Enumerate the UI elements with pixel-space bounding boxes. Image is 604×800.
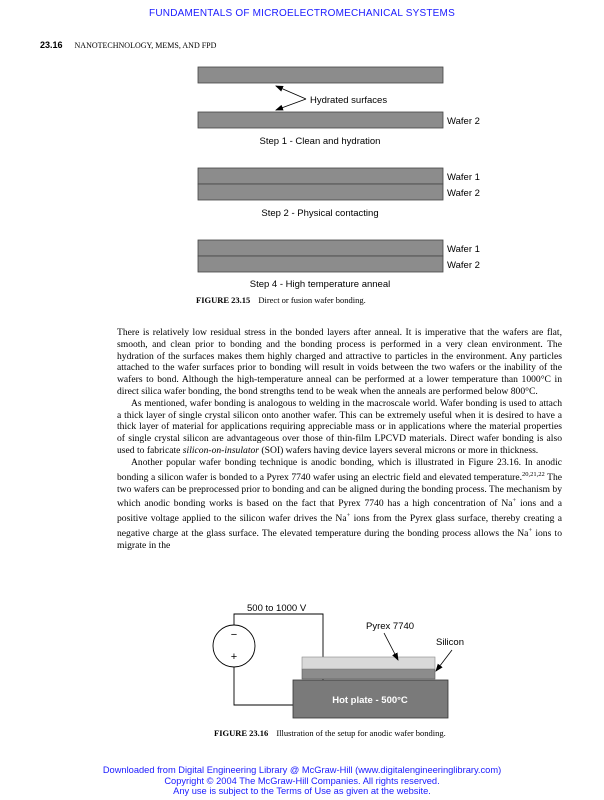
figure-23-15-text: Direct or fusion wafer bonding. [258,295,366,305]
na-ion-sup-1: + [512,497,517,505]
step2-caption: Step 2 - Physical contacting [261,208,379,219]
pyrex-label: Pyrex 7740 [366,621,415,632]
source-minus: − [230,629,238,641]
step1-bottom-wafer [198,112,443,128]
paragraph-3-text-a: Another popular wafer bonding technique is anodic bonding, which is illustrated in Figure 23.16. In anodic bonding a silicon wafer is bonded to a Pyrex 7740 wafer using an electric field and elevated temperature. [117,456,562,483]
paragraph-3-text-b: The two wafers can be preprocessed prior to bonding and can be aligned during the bonding process. The mechanism by which anodic bonding works is based on the fact that Pyrex 7740 has a high concentration of Na [117,471,563,510]
hot-plate-label: Hot plate - 500°C [332,695,408,706]
figure-23-16-caption [214,728,446,738]
figure-23-15-caption [196,295,366,305]
step2-wafer1-label: Wafer 1 [447,172,480,183]
footer-download-link[interactable]: Downloaded from Digital Engineering Library @ McGraw-Hill (www.digitalengineeringlibrary.com) [102,765,502,775]
circuit-wire-lower [234,667,293,705]
paragraph-3-refs: 20,21,22 [522,470,545,478]
step1-wafer2-label: Wafer 2 [447,116,480,127]
body-text [117,327,562,552]
na-ion-sup-3: + [528,527,533,535]
step4-top-wafer [198,240,443,256]
step2-wafer2-label: Wafer 2 [447,188,480,199]
step2-top-wafer [198,168,443,184]
paragraph-3-text-e: ions to migrate in the [117,528,562,552]
step1-top-wafer [198,67,443,83]
paragraph-1: There is relatively low residual stress in the bonded layers after anneal. It is imperative that the wafers are flat, smooth, and clean prior to bonding and the bonding process is performed in a very clean environment. The hydration of the surfaces makes them highly charged and attractive to particles in the environment. Any particles attached to the wafer surfaces prior to bonding will result in voids between the two wafers or the inability of the wafers to bond. Although the high-temperature anneal can be performed at a lower temperature than 1000°C in direct silica wafer bonding, the bond strengths tend to be weak when the anneals are performed below 800°C. [117,327,562,397]
silicon-pointer [436,650,452,671]
step4-wafer1-label: Wafer 1 [447,244,480,255]
chapter-title: NANOTECHNOLOGY, MEMS, AND FPD [74,41,217,50]
paragraph-3-text-d: ions from the Pyrex glass surface, thereby creating a negative charge at the glass surface. The elevated temperature during the bonding process allows the Na [117,513,562,540]
page-number: 23.16 [40,40,63,50]
figure-23-16-number: FIGURE 23.16 [214,728,269,738]
pyrex-pointer [384,633,398,660]
hydrated-surfaces-label: Hydrated surfaces [310,95,388,106]
figure-23-16-text: Illustration of the setup for anodic wafer bonding. [276,728,446,738]
hydrated-arrow-up [276,86,306,99]
paragraph-2-emphasis: silicon-on-insulator [182,444,260,456]
hydrated-arrow-down [276,99,306,110]
figure-23-15-number: FIGURE 23.15 [196,295,251,305]
step1-caption: Step 1 - Clean and hydration [259,136,381,147]
step4-caption: Step 4 - High temperature anneal [249,279,391,290]
silicon-label: Silicon [436,637,464,648]
step2-bottom-wafer [198,184,443,200]
silicon-wafer [302,669,435,679]
source-plus: + [230,651,238,663]
step4-bottom-wafer [198,256,443,272]
pyrex-wafer [302,657,435,669]
paragraph-3 [117,457,562,552]
paragraph-3-text-c: ions and a positive voltage applied to the silicon wafer drives the Na [117,498,562,525]
paragraph-2-text-a: As mentioned, wafer bonding is analogous to welding in the macroscale world. Wafer bonding is used to attach a thick layer of single crystal silicon onto another wafer. This can be extremely useful when it is desired to have a thick layer of material for applications requiring appreciable mass or in applications where the material properties of single crystal silicon are advantageous over those of thin-film LPCVD materials. Direct wafer bonding is also used to fabricate [117,397,562,456]
footer [0,765,604,797]
paragraph-2 [117,398,562,457]
step4-wafer2-label: Wafer 2 [447,260,480,271]
na-ion-sup-2: + [346,512,351,520]
page-header-title: FUNDAMENTALS OF MICROELECTROMECHANICAL SYSTEMS [149,8,455,19]
footer-copyright: Copyright © 2004 The McGraw-Hill Companies. All rights reserved. [164,775,440,786]
paragraph-2-text-b: (SOI) wafers having device layers several microns or more in thickness. [259,444,539,456]
footer-terms: Any use is subject to the Terms of Use as given at the website. [173,786,431,796]
voltage-label: 500 to 1000 V [247,603,307,614]
